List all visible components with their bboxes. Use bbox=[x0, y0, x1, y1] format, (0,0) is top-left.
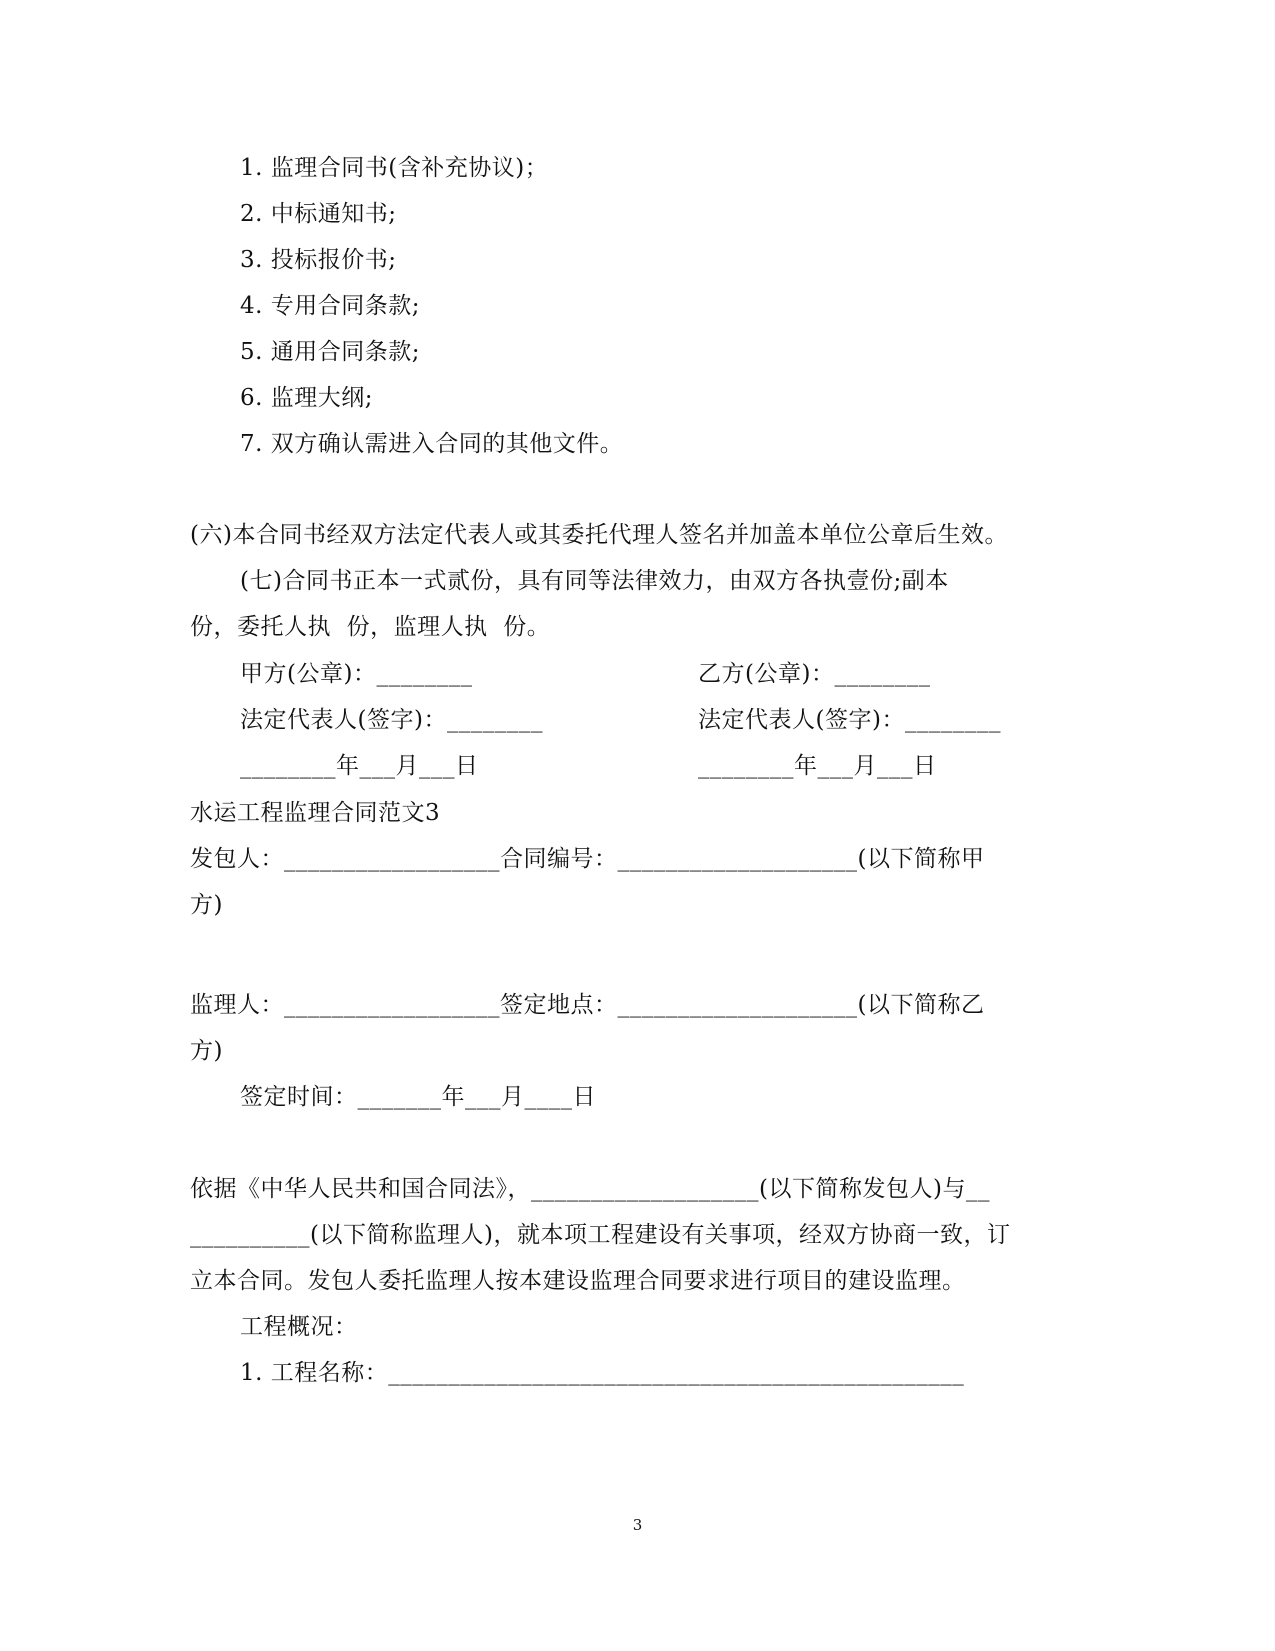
employer-line-2: 方) bbox=[190, 892, 223, 918]
supervisor-line-2: 方) bbox=[190, 1038, 223, 1064]
party-b-date: ________年___月___日 bbox=[698, 753, 937, 779]
party-b-seal: 乙方(公章)：________ bbox=[698, 661, 931, 687]
party-b-representative: 法定代表人(签字)：________ bbox=[698, 707, 1001, 733]
list-item-1: 1. 监理合同书(含补充协议)； bbox=[240, 155, 549, 181]
list-item-5: 5. 通用合同条款; bbox=[240, 339, 421, 365]
list-item-6: 6. 监理大纲; bbox=[240, 385, 374, 411]
list-item-2: 2. 中标通知书; bbox=[240, 201, 397, 227]
employer-line-1: 发包人：__________________合同编号：____________________(以下简称甲 bbox=[190, 846, 985, 872]
basis-line-2: __________(以下简称监理人)，就本项工程建设有关事项，经双方协商一致，订 bbox=[190, 1222, 1011, 1248]
list-item-3: 3. 投标报价书; bbox=[240, 247, 397, 273]
clause-6: (六)本合同书经双方法定代表人或其委托代理人签名并加盖本单位公章后生效。 bbox=[190, 522, 1008, 548]
party-a-representative: 法定代表人(签字)：________ bbox=[240, 707, 543, 733]
party-a-date: ________年___月___日 bbox=[240, 753, 479, 779]
basis-line-1: 依据《中华人民共和国合同法》，___________________(以下简称发包人)与__ bbox=[190, 1176, 990, 1202]
basis-line-3: 立本合同。发包人委托监理人按本建设监理合同要求进行项目的建设监理。 bbox=[190, 1268, 966, 1294]
clause-7-line-1: (七)合同书正本一式贰份，具有同等法律效力，由双方各执壹份;副本 bbox=[240, 568, 949, 594]
supervisor-line-1: 监理人：__________________签定地点：____________________(以下简称乙 bbox=[190, 992, 985, 1018]
clause-7-line-2: 份，委托人执 份，监理人执 份。 bbox=[190, 614, 551, 640]
list-item-7: 7. 双方确认需进入合同的其他文件。 bbox=[240, 431, 624, 457]
sign-time: 签定时间：_______年___月____日 bbox=[240, 1084, 596, 1110]
page-number: 3 bbox=[632, 1516, 643, 1534]
project-name-field: 1. 工程名称：________________________________________________ bbox=[240, 1360, 965, 1386]
party-a-seal: 甲方(公章)：________ bbox=[240, 661, 473, 687]
section-title: 水运工程监理合同范文3 bbox=[190, 800, 441, 826]
overview-heading: 工程概况： bbox=[240, 1314, 358, 1340]
list-item-4: 4. 专用合同条款; bbox=[240, 293, 421, 319]
